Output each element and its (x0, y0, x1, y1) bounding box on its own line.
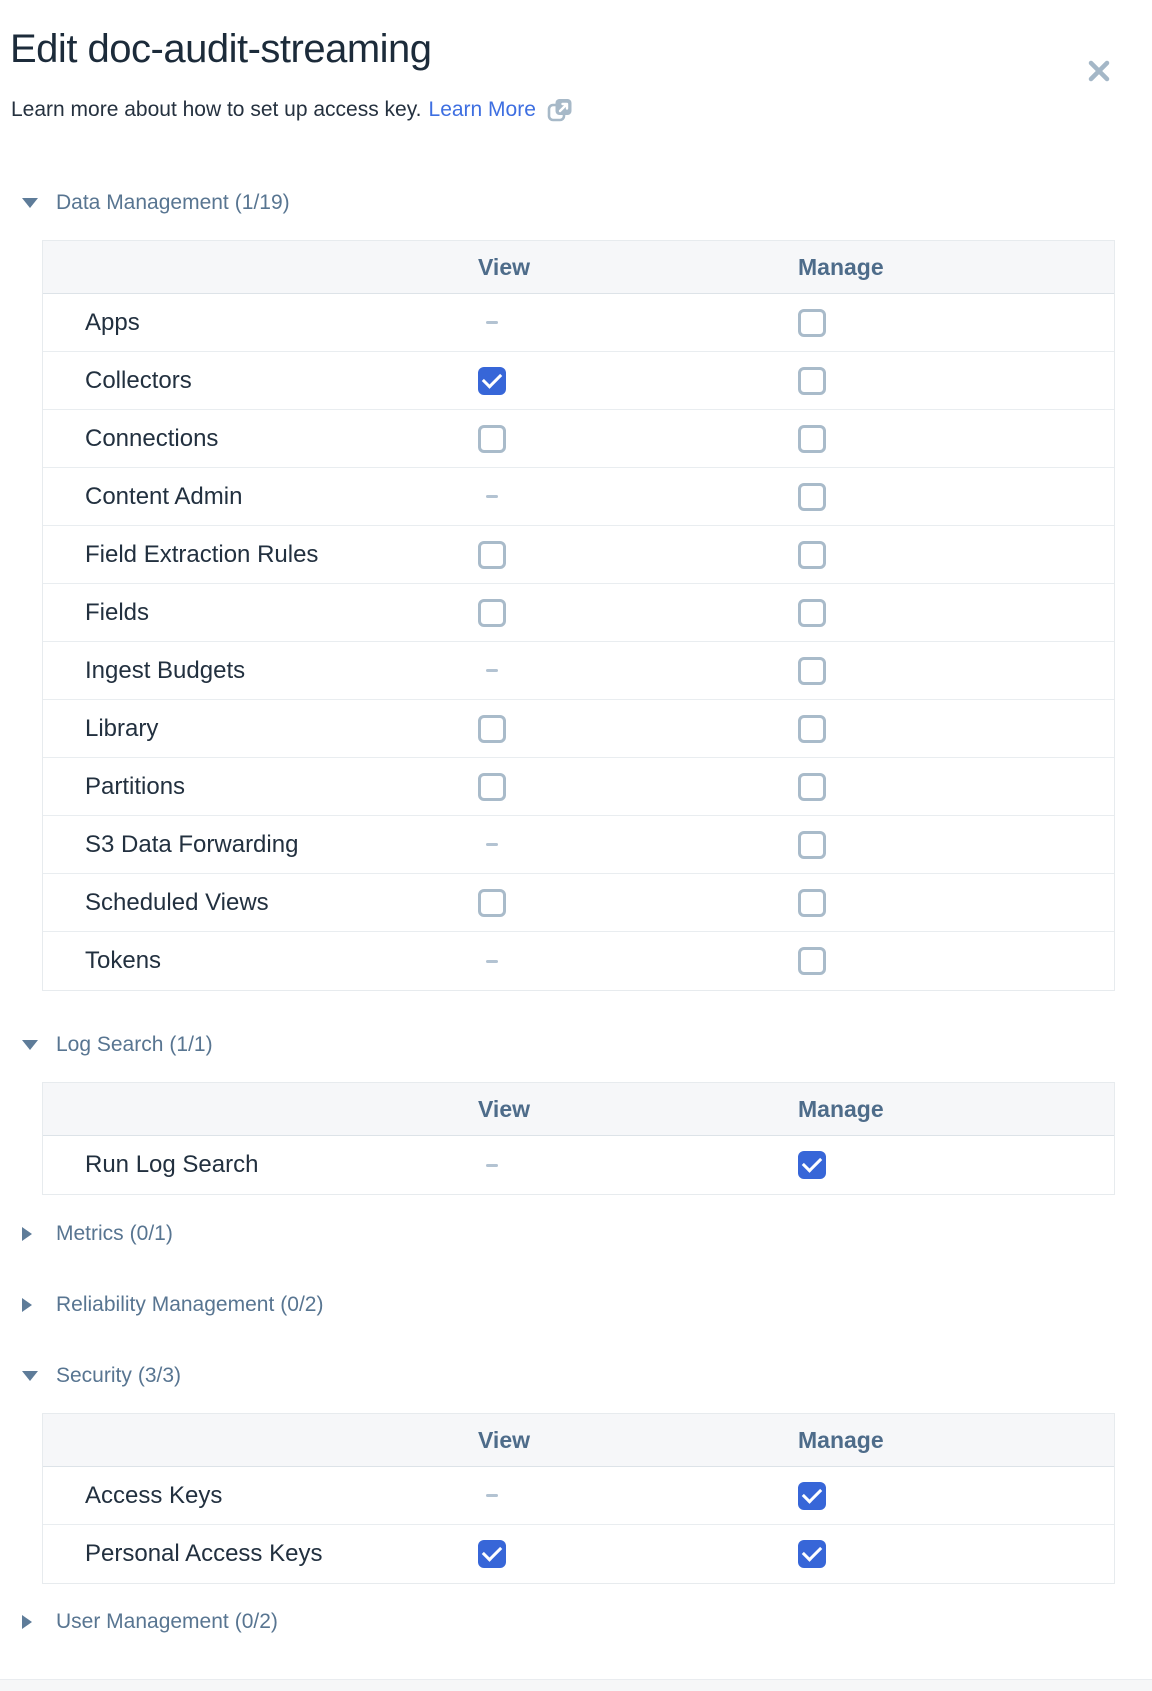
view-checkbox-unchecked[interactable] (478, 425, 506, 453)
row-label: Tokens (85, 947, 162, 974)
manage-checkbox-unchecked[interactable] (798, 773, 826, 801)
section-toggle-data-management[interactable] (22, 190, 1152, 216)
manage-checkbox-unchecked[interactable] (798, 947, 826, 975)
table-row (43, 352, 1114, 410)
manage-checkbox-unchecked[interactable] (798, 483, 826, 511)
column-header-view: View (478, 253, 530, 280)
section-count: (3/3) (137, 1364, 182, 1387)
table-row (43, 932, 1114, 990)
row-label: Connections (85, 424, 219, 452)
edit-access-key-modal (0, 25, 1152, 1635)
section-label: Log Search (56, 1033, 164, 1056)
section-metrics (0, 1221, 1152, 1247)
view-checkbox-unchecked[interactable] (478, 889, 506, 917)
section-toggle-metrics[interactable] (22, 1221, 1152, 1247)
view-cell (478, 669, 798, 672)
manage-cell (798, 599, 1114, 627)
triangle-down-icon (22, 1371, 38, 1381)
view-cell (478, 541, 798, 569)
section-user-management (0, 1609, 1152, 1635)
row-label: Access Keys (85, 1481, 223, 1509)
view-checkbox-unchecked[interactable] (478, 715, 506, 743)
permissions-table (42, 240, 1115, 991)
manage-cell (798, 657, 1114, 685)
section-count: (1/19) (234, 191, 290, 214)
manage-cell (798, 889, 1114, 917)
view-checkbox-unchecked[interactable] (478, 773, 506, 801)
section-label: Security (56, 1364, 132, 1387)
manage-checkbox-checked[interactable] (798, 1151, 826, 1179)
triangle-down-icon (22, 1040, 38, 1050)
table-row (43, 642, 1114, 700)
table-header-row (43, 241, 1114, 294)
view-cell (478, 1164, 798, 1167)
column-header-view: View (478, 1426, 530, 1453)
manage-checkbox-unchecked[interactable] (798, 831, 826, 859)
close-icon[interactable] (1084, 56, 1114, 86)
section-data-management (0, 190, 1152, 991)
manage-checkbox-unchecked[interactable] (798, 889, 826, 917)
manage-cell (798, 309, 1114, 337)
section-toggle-log-search[interactable] (22, 1032, 1152, 1058)
table-row (43, 526, 1114, 584)
view-cell (478, 495, 798, 498)
table-row (43, 410, 1114, 468)
row-label: Field Extraction Rules (85, 540, 319, 568)
section-reliability-management (0, 1292, 1152, 1318)
permissions-table (42, 1413, 1115, 1584)
table-row (43, 1467, 1114, 1525)
manage-cell (798, 831, 1114, 859)
row-label: Partitions (85, 772, 186, 800)
section-count: (0/2) (280, 1293, 324, 1316)
row-label: Scheduled Views (85, 888, 269, 916)
column-header-manage: Manage (798, 253, 884, 280)
triangle-right-icon (22, 1298, 38, 1312)
row-label: Collectors (85, 366, 192, 394)
view-cell (478, 321, 798, 324)
section-label: Reliability Management (56, 1293, 275, 1316)
row-label: Library (85, 714, 159, 742)
row-label: Content Admin (85, 482, 243, 510)
external-link-icon[interactable] (546, 96, 574, 124)
column-header-manage: Manage (798, 1426, 884, 1453)
view-cell (478, 425, 798, 453)
section-count: (1/1) (169, 1033, 213, 1056)
manage-checkbox-unchecked[interactable] (798, 599, 826, 627)
section-count: (0/1) (129, 1222, 173, 1245)
table-row (43, 584, 1114, 642)
section-label: Metrics (56, 1222, 124, 1245)
manage-cell (798, 1482, 1114, 1510)
section-security (0, 1363, 1152, 1584)
manage-checkbox-checked[interactable] (798, 1482, 826, 1510)
triangle-right-icon (22, 1615, 38, 1629)
view-cell (478, 715, 798, 743)
triangle-down-icon (22, 198, 38, 208)
manage-cell (798, 715, 1114, 743)
table-row (43, 1525, 1114, 1583)
table-row (43, 816, 1114, 874)
table-row (43, 294, 1114, 352)
manage-cell (798, 367, 1114, 395)
section-count: (0/2) (234, 1610, 278, 1633)
no-permission-dash (486, 960, 498, 963)
manage-checkbox-unchecked[interactable] (798, 309, 826, 337)
section-toggle-security[interactable] (22, 1363, 1152, 1389)
table-header-row (43, 1083, 1114, 1136)
column-header-manage: Manage (798, 1095, 884, 1122)
row-label: Personal Access Keys (85, 1540, 323, 1567)
no-permission-dash (486, 1494, 498, 1497)
view-cell (478, 843, 798, 846)
row-label: Ingest Budgets (85, 656, 246, 684)
manage-cell (798, 425, 1114, 453)
no-permission-dash (486, 1164, 498, 1167)
view-checkbox-unchecked[interactable] (478, 599, 506, 627)
row-label: Run Log Search (85, 1151, 259, 1178)
footer-strip (0, 1679, 1152, 1691)
manage-cell (798, 483, 1114, 511)
manage-checkbox-unchecked[interactable] (798, 367, 826, 395)
table-row (43, 468, 1114, 526)
table-row (43, 1136, 1114, 1194)
manage-checkbox-checked[interactable] (798, 1540, 826, 1568)
manage-cell (798, 947, 1114, 975)
manage-checkbox-unchecked[interactable] (798, 541, 826, 569)
manage-cell (798, 1540, 1114, 1568)
row-label: S3 Data Forwarding (85, 830, 299, 858)
view-cell (478, 773, 798, 801)
manage-cell (798, 1151, 1114, 1179)
subtitle (11, 96, 1152, 124)
row-label: Apps (85, 308, 140, 336)
table-row (43, 758, 1114, 816)
row-label: Fields (85, 598, 150, 626)
permissions-table (42, 1082, 1115, 1195)
view-cell (478, 889, 798, 917)
view-cell (478, 960, 798, 963)
no-permission-dash (486, 843, 498, 846)
no-permission-dash (486, 321, 498, 324)
table-row (43, 700, 1114, 758)
view-cell (478, 599, 798, 627)
page-title: Edit doc-audit-streaming (10, 27, 432, 71)
no-permission-dash (486, 669, 498, 672)
manage-cell (798, 773, 1114, 801)
permission-sections (0, 190, 1152, 1635)
section-label: Data Management (56, 191, 229, 214)
view-checkbox-checked[interactable] (478, 1540, 506, 1568)
view-cell (478, 367, 798, 395)
section-log-search (0, 1032, 1152, 1195)
learn-more-link[interactable]: Learn More (428, 98, 536, 121)
section-label: User Management (56, 1610, 229, 1633)
view-cell (478, 1494, 798, 1497)
view-cell (478, 1540, 798, 1568)
view-checkbox-unchecked[interactable] (478, 541, 506, 569)
manage-checkbox-unchecked[interactable] (798, 425, 826, 453)
subtitle-text: Learn more about how to set up access key. (11, 98, 422, 121)
view-checkbox-checked[interactable] (478, 367, 506, 395)
triangle-right-icon (22, 1227, 38, 1241)
table-header-row (43, 1414, 1114, 1467)
no-permission-dash (486, 495, 498, 498)
section-toggle-user-management[interactable] (22, 1609, 1152, 1635)
manage-checkbox-unchecked[interactable] (798, 657, 826, 685)
column-header-view: View (478, 1095, 530, 1122)
manage-checkbox-unchecked[interactable] (798, 715, 826, 743)
manage-cell (798, 541, 1114, 569)
section-toggle-reliability-management[interactable] (22, 1292, 1152, 1318)
table-row (43, 874, 1114, 932)
